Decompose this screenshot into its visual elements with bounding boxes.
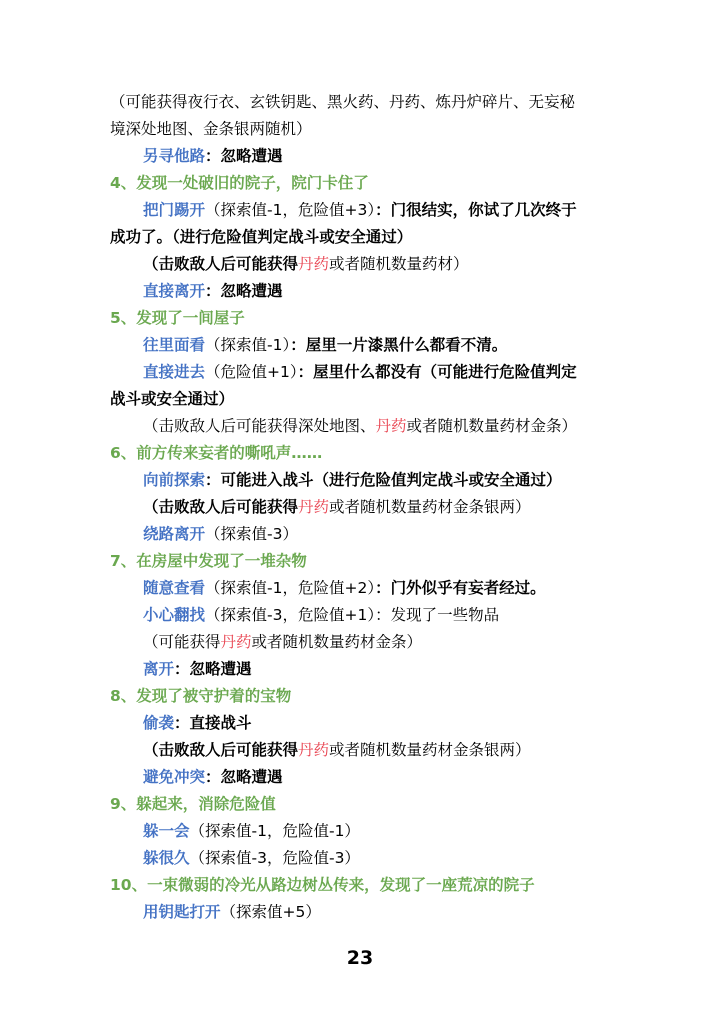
event-title: 8、发现了被守护着的宝物: [110, 687, 292, 705]
loot-text: （击败敌人后可能获得深处地图、: [143, 417, 376, 435]
loot-line: [143, 739, 531, 761]
event-title: 7、在房屋中发现了一堆杂物: [110, 552, 307, 570]
event-heading: [110, 550, 307, 572]
event-heading: [110, 685, 291, 707]
loot-text: 或者随机数量药材金条银两）: [329, 741, 531, 759]
loot-text: （击败敌人后可能获得: [143, 498, 299, 516]
option-stats: （探索值-1，危险值-1）: [189, 822, 360, 840]
event-title: 10、一束微弱的冷光从路边树丛传来，发现了一座荒凉的院子: [110, 876, 535, 894]
option-result: ：门外似乎有妄者经过。: [375, 579, 546, 597]
option-stats: （探索值-3，危险值+1）: [205, 606, 376, 624]
option-label: 直接进去: [143, 363, 206, 381]
text-line: [110, 388, 234, 410]
option-result-cont: 战斗或安全通过）: [110, 390, 235, 408]
option-stats: （探索值-1，危险值+2）: [205, 579, 376, 597]
option-label: 随意查看: [143, 579, 206, 597]
option-stats: （危险值+1）: [205, 363, 298, 381]
event-heading: [110, 307, 245, 329]
loot-line: [143, 253, 469, 275]
option-stats: （探索值+5）: [220, 903, 321, 921]
event-heading: [110, 442, 322, 464]
option-result: ：屋里什么都没有（可能进行危险值判定: [297, 363, 577, 381]
option-result: ：忽略遭遇: [205, 282, 283, 300]
loot-text: 或者随机数量药材金条银两）: [329, 498, 531, 516]
option-label: 往里面看: [143, 336, 206, 354]
option-result: ：忽略遭遇: [174, 660, 252, 678]
option-line: [143, 658, 252, 680]
option-label: 偷袭: [143, 714, 175, 732]
text-line: [110, 118, 312, 140]
loot-text: （可能获得: [143, 633, 221, 651]
option-label: 小心翻找: [143, 606, 206, 624]
event-heading: [110, 874, 535, 896]
loot-text: 或者随机数量药材金条）: [251, 633, 423, 651]
loot-text: （击败敌人后可能获得: [143, 255, 299, 273]
option-label: 把门踢开: [143, 201, 206, 219]
option-result: ：直接战斗: [174, 714, 252, 732]
option-label: 用钥匙打开: [143, 903, 221, 921]
option-line: [143, 469, 562, 491]
option-result: ：忽略遭遇: [205, 147, 283, 165]
option-line: [143, 847, 360, 869]
option-label: 另寻他路: [143, 147, 206, 165]
event-title: 5、发现了一间屋子: [110, 309, 245, 327]
option-label: 离开: [143, 660, 175, 678]
option-result: ：门很结实，你试了几次终于: [375, 201, 577, 219]
option-label: 躲很久: [143, 849, 190, 867]
loot-note: （可能获得夜行衣、玄铁钥匙、黑火药、丹药、炼丹炉碎片、无妄秘: [110, 93, 576, 111]
event-heading: [110, 793, 276, 815]
option-stats: （探索值-1，危险值+3）: [205, 201, 376, 219]
loot-text: 或者随机数量药材）: [329, 255, 469, 273]
event-heading: [110, 172, 369, 194]
option-line: [143, 523, 298, 545]
loot-line: [143, 631, 422, 653]
option-result: ：屋里一片漆黑什么都看不清。: [290, 336, 508, 354]
text-line: [110, 91, 575, 113]
option-line: [143, 901, 321, 923]
option-line: [143, 361, 577, 383]
option-line: [143, 280, 283, 302]
loot-note: 境深处地图、金条银两随机）: [110, 120, 312, 138]
event-title: 6、前方传来妄者的嘶吼声……: [110, 444, 323, 462]
highlight-item: 丹药: [298, 498, 330, 516]
loot-line: [143, 496, 531, 518]
option-label: 躲一会: [143, 822, 190, 840]
text-line: [110, 226, 412, 248]
option-label: 避免冲突: [143, 768, 206, 786]
loot-text: 或者随机数量药材金条）: [406, 417, 578, 435]
loot-text: （击败敌人后可能获得: [143, 741, 299, 759]
option-stats: （探索值-3）: [205, 525, 298, 543]
highlight-item: 丹药: [298, 741, 330, 759]
event-title: 4、发现一处破旧的院子，院门卡住了: [110, 174, 369, 192]
page-number: 23: [346, 947, 374, 969]
option-line: [143, 199, 577, 221]
option-result: ：忽略遭遇: [205, 768, 283, 786]
option-line: [143, 712, 252, 734]
highlight-item: 丹药: [375, 417, 407, 435]
option-line: [143, 334, 507, 356]
option-result: ：可能进入战斗（进行危险值判定战斗或安全通过）: [205, 471, 562, 489]
option-label: 向前探索: [143, 471, 206, 489]
option-line: [143, 145, 283, 167]
option-line: [143, 604, 499, 626]
option-line: [143, 577, 546, 599]
option-label: 绕路离开: [143, 525, 206, 543]
option-label: 直接离开: [143, 282, 206, 300]
option-line: [143, 820, 360, 842]
option-line: [143, 766, 283, 788]
highlight-item: 丹药: [220, 633, 252, 651]
option-stats: （探索值-3，危险值-3）: [189, 849, 360, 867]
option-result-cont: 成功了。（进行危险值判定战斗或安全通过）: [110, 228, 413, 246]
highlight-item: 丹药: [298, 255, 330, 273]
option-stats: （探索值-1）: [205, 336, 291, 354]
loot-line: [143, 415, 577, 437]
option-result: ：发现了一些物品: [375, 606, 500, 624]
event-title: 9、躲起来，消除危险值: [110, 795, 276, 813]
